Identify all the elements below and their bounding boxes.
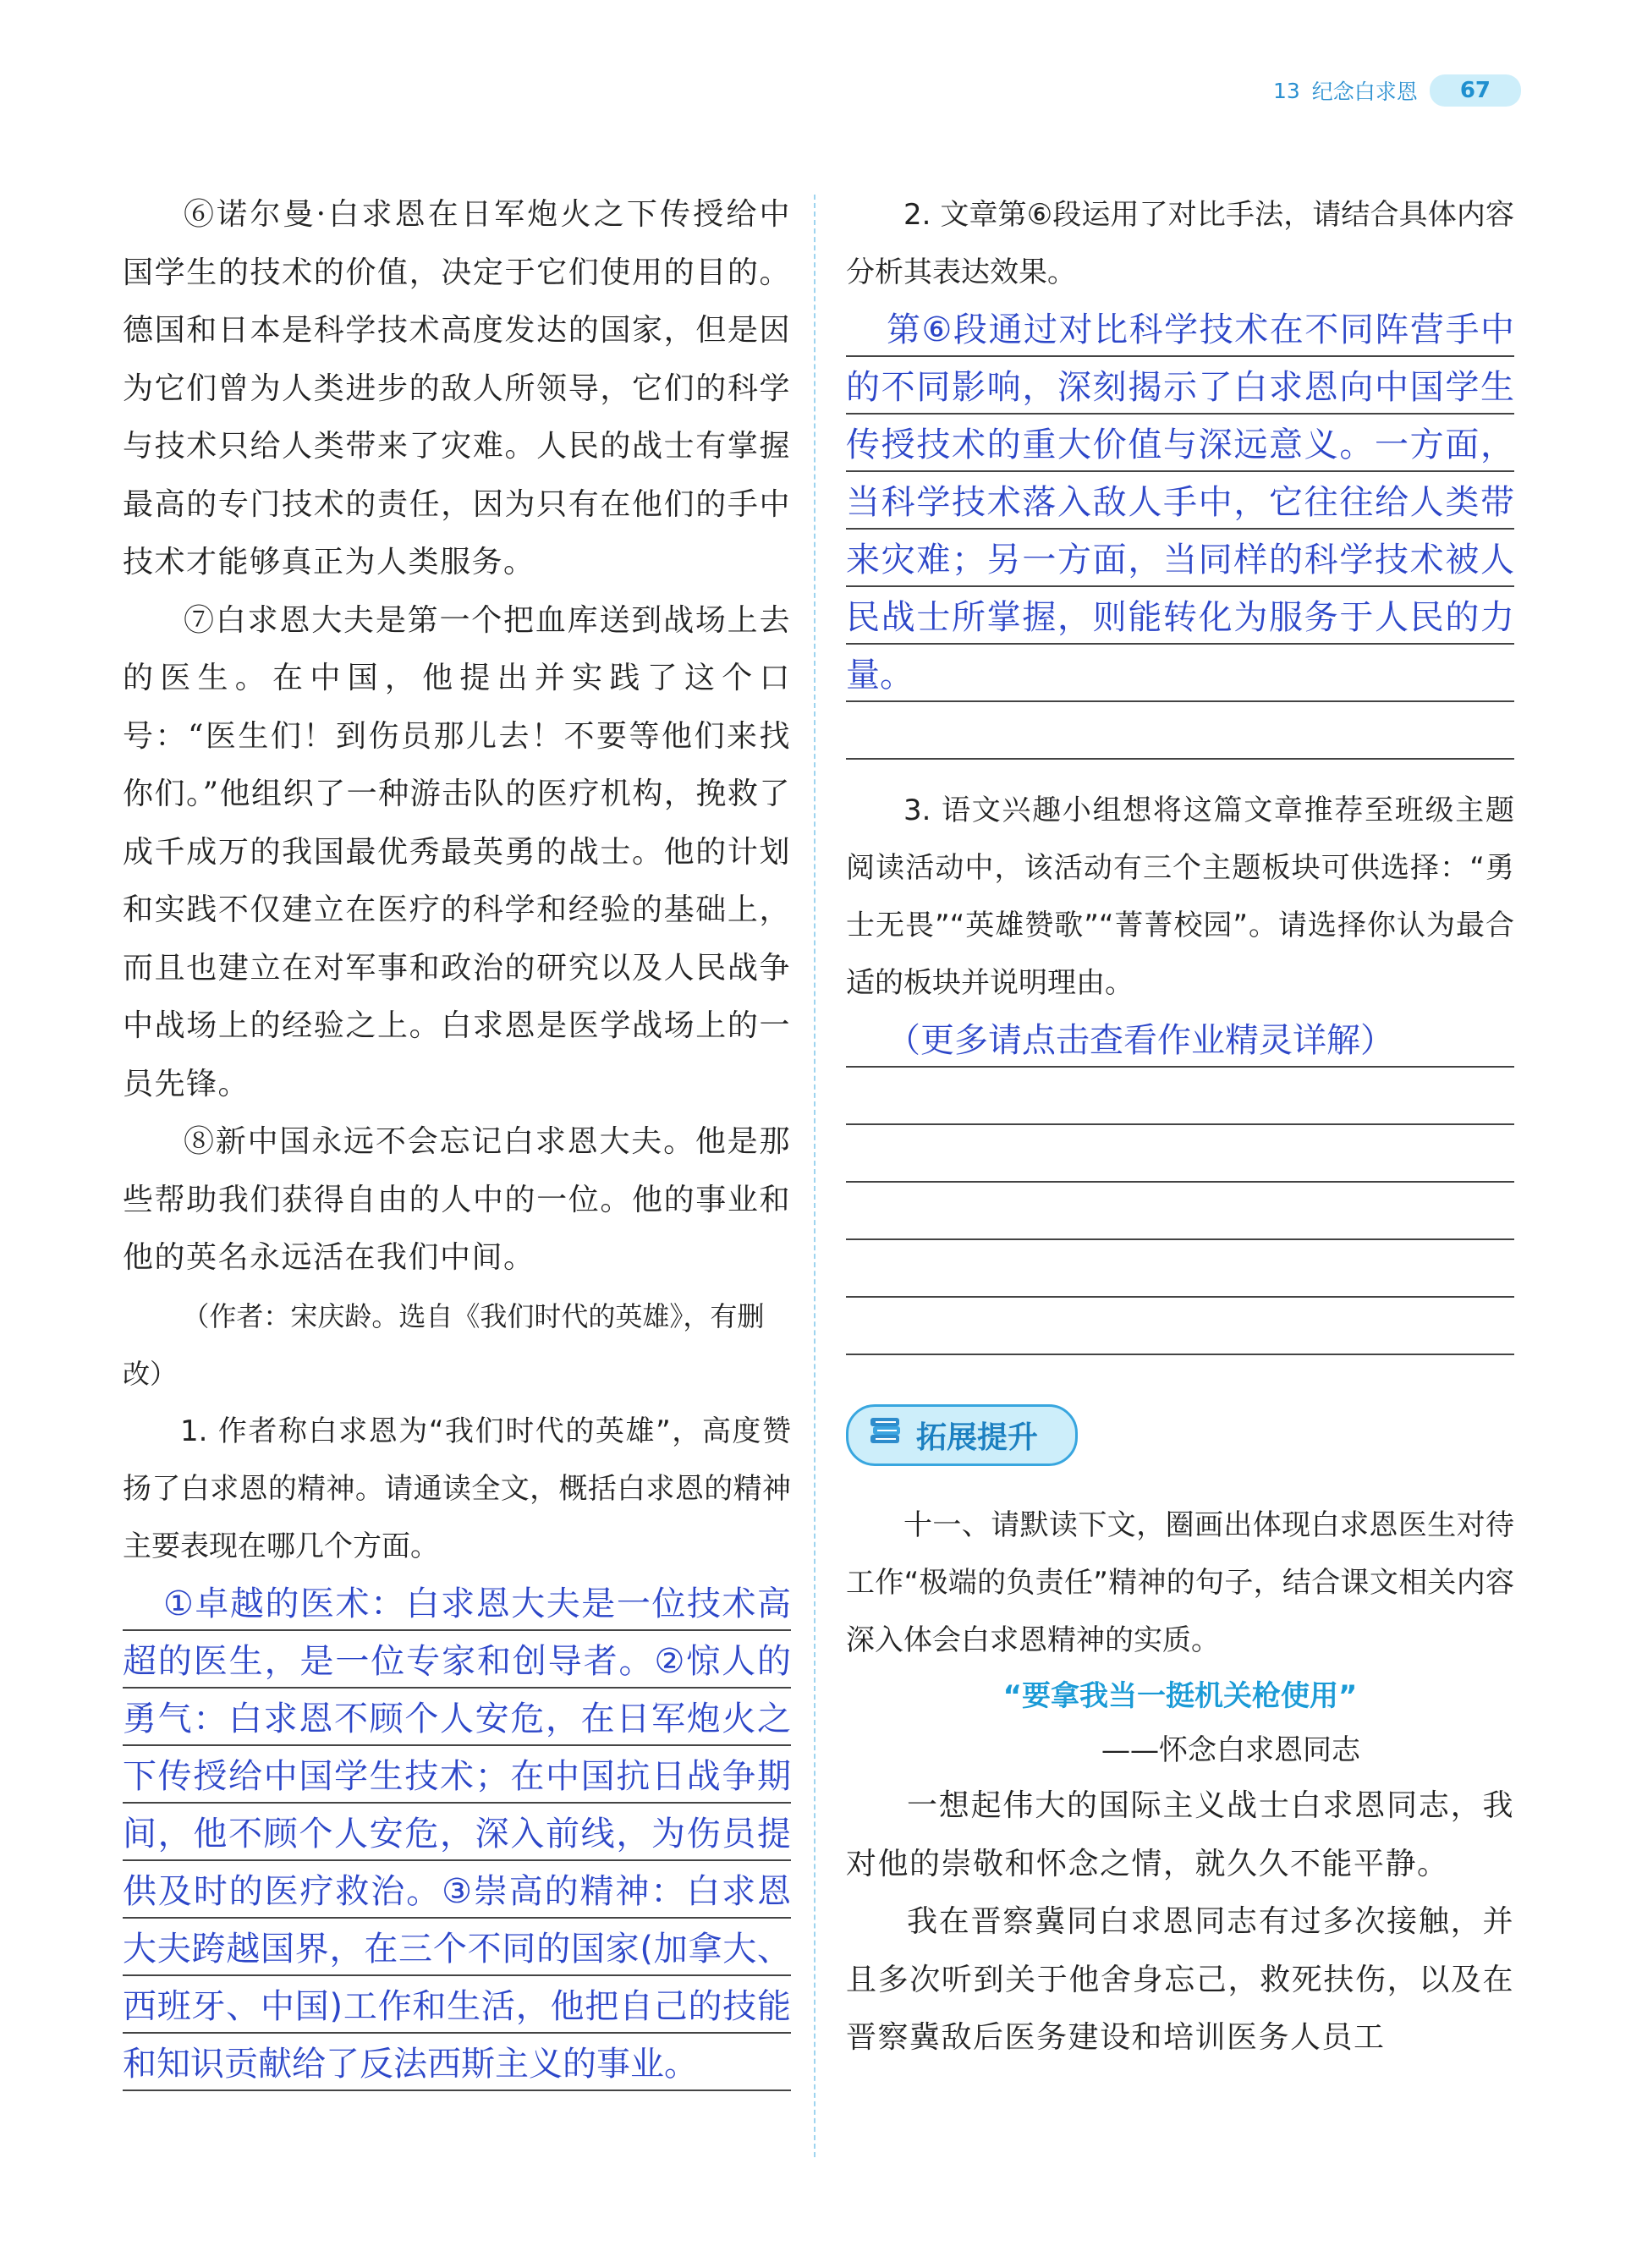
answer-1: ①卓越的医术：白求恩大夫是一位技术高超的医生，是一位专家和创导者。②惊人的勇气：白求恩不顾个人安危，在日军炮火之下传授给中国学生技术；在中国抗日战争期间，他不顾个人安危，深入前线，为伤员提供及时的医疗救治。③崇高的精神：白求恩大夫跨越国界，在三个不同的国家(加拿大、西班牙、中国)工作和生活，他把自己的技能和知识贡献给了反法西斯主义的事业。 xyxy=(123,1575,791,2093)
books-icon xyxy=(867,1414,904,1456)
reading-title: “要拿我当一挺机关枪使用” xyxy=(1002,1679,1358,1713)
answer-3-link[interactable]: （更多请点击查看作业精灵详解） xyxy=(846,1012,1514,1069)
column-divider xyxy=(814,195,816,2157)
paragraph-7: ⑦白求恩大夫是第一个把血库送到战场上去的医生。在中国，他提出并实践了这个口号：“医生们！到伤员那儿去！不要等他们来找你们。”他组织了一种游击队的医疗机构，挽救了成千成万的我国最优秀最英勇的战士。他的计划和实践不仅建立在医疗的科学和经验的基础上，而且也建立在对军事和政治的研究以及人民战争中战场上的经验之上。白求恩是医学战场上的一员先锋。 xyxy=(123,602,791,1101)
article-source: （作者：宋庆龄。选自《我们时代的英雄》，有删改） xyxy=(123,1299,765,1390)
reading-paragraph-2: 我在晋察冀同白求恩同志有过多次接触，并且多次听到关于他舍身忘己，救死扶伤，以及在晋察冀敌后医务建设和培训医务人员工 xyxy=(846,1904,1514,2055)
page-header xyxy=(1273,74,1521,107)
reading-paragraph-1: 一想起伟大的国际主义战士白求恩同志，我对他的崇敬和怀念之情，就久久不能平静。 xyxy=(846,1788,1514,1881)
lesson-title: 纪念白求恩 xyxy=(1311,80,1418,104)
answer-2: 第⑥段通过对比科学技术在不同阵营手中的不同影响，深刻揭示了白求恩向中国学生传授技术的重大价值与深远意义。一方面，当科学技术落入敌人手中，它往往给人类带来灾难；另一方面，当同样的科学技术被人民战士所掌握，则能转化为服务于人民的力量。 xyxy=(846,301,1514,704)
answer-2-blank-line xyxy=(846,704,1514,761)
lesson-number: 13 xyxy=(1272,78,1300,103)
question-1: 1. 作者称白求恩为“我们时代的英雄”，高度赞扬了白求恩的精神。请通读全文，概括白求恩的精神主要表现在哪几个方面。 xyxy=(123,1414,791,1563)
right-column xyxy=(846,186,1514,2068)
paragraph-8: ⑧新中国永远不会忘记白求恩大夫。他是那些帮助我们获得自由的人中的一位。他的事业和他的英名永远活在我们中间。 xyxy=(123,1124,791,1275)
section-tag-label: 拓展提升 xyxy=(916,1420,1039,1455)
question-3: 3. 语文兴趣小组想将这篇文章推荐至班级主题阅读活动中，该活动有三个主题板块可供选择：“勇士无畏”“英雄赞歌”“菁菁校园”。请选择你认为最合适的板块并说明理由。 xyxy=(846,794,1514,1000)
answer-3-blank-lines xyxy=(846,1069,1514,1357)
question-2: 2. 文章第⑥段运用了对比手法，请结合具体内容分析其表达效果。 xyxy=(846,198,1514,289)
task-11: 十一、请默读下文，圈画出体现白求恩医生对待工作“极端的负责任”精神的句子，结合课文相关内容深入体会白求恩精神的实质。 xyxy=(846,1508,1514,1657)
reading-subtitle: ——怀念白求恩同志 xyxy=(1101,1733,1360,1767)
left-column xyxy=(123,186,791,2093)
section-tag xyxy=(846,1404,1078,1466)
paragraph-6: ⑥诺尔曼·白求恩在日军炮火之下传授给中国学生的技术的价值，决定于它们使用的目的。德国和日本是科学技术高度发达的国家，但是因为它们曾为人类进步的敌人所领导，它们的科学与技术只给人类带来了灾难。人民的战士有掌握最高的专门技术的责任，因为只有在他们的手中技术才能够真正为人类服务。 xyxy=(123,197,791,579)
page-number-badge: 67 xyxy=(1430,74,1521,107)
